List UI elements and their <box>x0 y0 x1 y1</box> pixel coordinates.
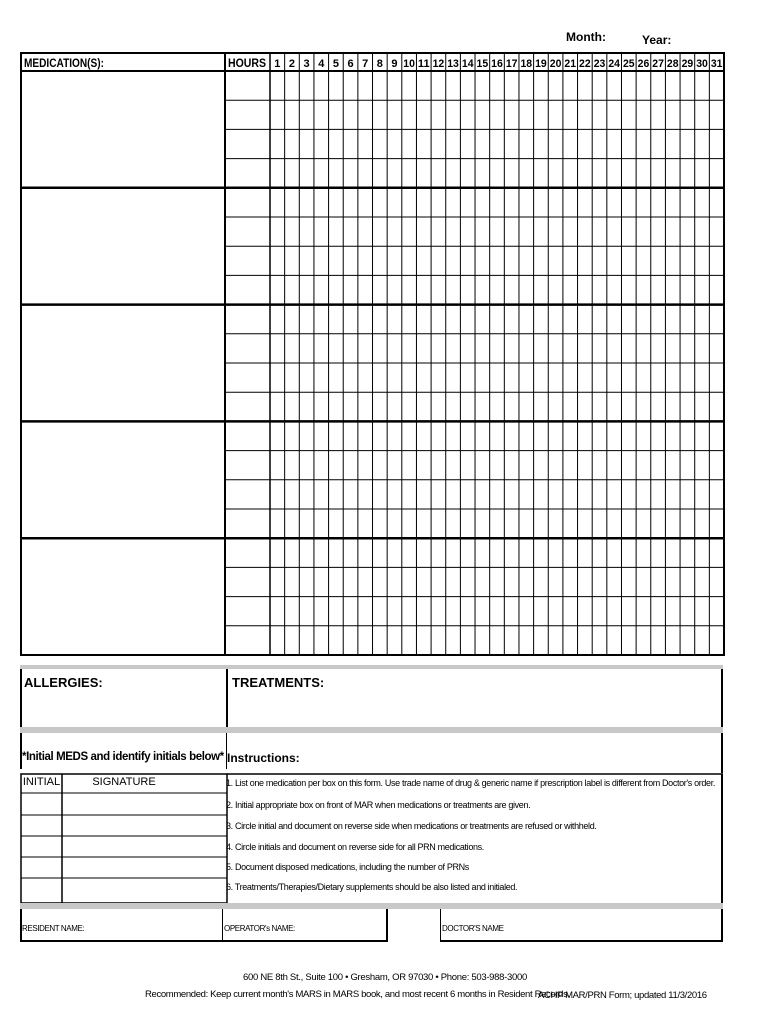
day-header-10: 10 <box>403 58 415 70</box>
day-header-13: 13 <box>447 58 459 70</box>
day-header-5: 5 <box>332 58 339 70</box>
doctor-right-border <box>721 909 723 942</box>
day-header-30: 30 <box>696 58 708 70</box>
instruction-item: 5. Document disposed medications, including the number of PRNs <box>226 862 469 872</box>
day-header-18: 18 <box>520 58 533 70</box>
day-header-24: 24 <box>608 58 621 70</box>
day-header-20: 20 <box>549 58 562 70</box>
allergies-left-border <box>20 669 22 727</box>
day-header-3: 3 <box>303 58 310 70</box>
operator-right-border <box>386 909 388 942</box>
day-header-15: 15 <box>476 58 489 70</box>
instructions-right-border <box>721 733 723 773</box>
mar-grid <box>20 52 726 668</box>
separator-band <box>20 665 723 669</box>
day-header-25: 25 <box>622 58 635 70</box>
day-header-1: 1 <box>274 58 281 70</box>
day-header-9: 9 <box>391 58 398 70</box>
initials-heading: *Initial MEDS and identify initials below* <box>22 751 224 763</box>
allergies-field[interactable] <box>24 692 224 724</box>
instruction-item: 4. Circle initials and document on reverse side for all PRN medications. <box>226 842 484 852</box>
names-bottom-border <box>20 940 388 942</box>
day-header-31: 31 <box>710 58 723 70</box>
hours-header: HOURS <box>228 56 266 70</box>
initials-table <box>20 773 228 904</box>
footer-recommendation: Recommended: Keep current month's MARS in MARS book, and most recent 6 months in Resident Records. <box>145 989 570 1000</box>
doctor-bottom-border <box>440 940 723 942</box>
footer-address: 600 NE 8th St., Suite 100 • Gresham, OR 97030 • Phone: 503-988-3000 <box>243 972 527 983</box>
treatments-right-border <box>721 669 723 727</box>
day-header-29: 29 <box>681 58 694 70</box>
day-header-7: 7 <box>362 58 369 70</box>
separator-band <box>20 727 723 733</box>
day-header-17: 17 <box>505 58 518 70</box>
day-header-21: 21 <box>564 58 577 70</box>
medications-header: MEDICATION(S): <box>24 56 104 70</box>
day-header-16: 16 <box>491 58 503 70</box>
treatments-field[interactable] <box>232 692 718 724</box>
day-header-6: 6 <box>347 58 354 70</box>
resident-name-label: RESIDENT NAME: <box>22 924 85 933</box>
treatments-label: TREATMENTS: <box>232 675 325 690</box>
day-header-4: 4 <box>318 58 325 70</box>
day-header-27: 27 <box>652 58 664 70</box>
operator-name-label: OPERATOR's NAME: <box>224 924 295 933</box>
initial-column-header: INITIAL <box>22 776 61 788</box>
instructions-heading: Instructions: <box>227 751 300 765</box>
doctor-left-border <box>440 909 441 941</box>
day-header-8: 8 <box>376 58 383 70</box>
day-header-11: 11 <box>417 58 430 70</box>
day-header-26: 26 <box>637 58 650 70</box>
day-header-23: 23 <box>593 58 606 70</box>
treatments-left-border <box>226 669 228 727</box>
day-header-2: 2 <box>288 58 296 70</box>
signature-column-header: SIGNATURE <box>92 776 156 788</box>
day-header-14: 14 <box>461 58 475 70</box>
month-label: Month: <box>566 30 606 44</box>
day-header-22: 22 <box>579 58 591 70</box>
operator-left-border <box>222 909 223 941</box>
separator-band <box>20 903 723 909</box>
instruction-item: 2. Initial appropriate box on front of MAR when medications or treatments are given. <box>226 800 531 810</box>
footer-form-id: ACHP MAR/PRN Form; updated 11/3/2016 <box>538 990 707 1001</box>
allergies-label: ALLERGIES: <box>24 675 103 690</box>
day-header-12: 12 <box>432 58 445 70</box>
instruction-item: 6. Treatments/Therapies/Dietary supplements should be also listed and initialed. <box>226 882 518 892</box>
instruction-item: 3. Circle initial and document on reverse side when medications or treatments are refused or withheld. <box>226 821 597 831</box>
doctor-name-label: DOCTOR'S NAME <box>442 924 504 933</box>
year-label: Year: <box>642 33 672 47</box>
day-header-28: 28 <box>666 58 679 70</box>
day-header-19: 19 <box>535 58 547 70</box>
instruction-item: 1. List one medication per box on this form. Use trade name of drug & generic name if prescription label is different from Doctor's order. <box>226 778 716 788</box>
